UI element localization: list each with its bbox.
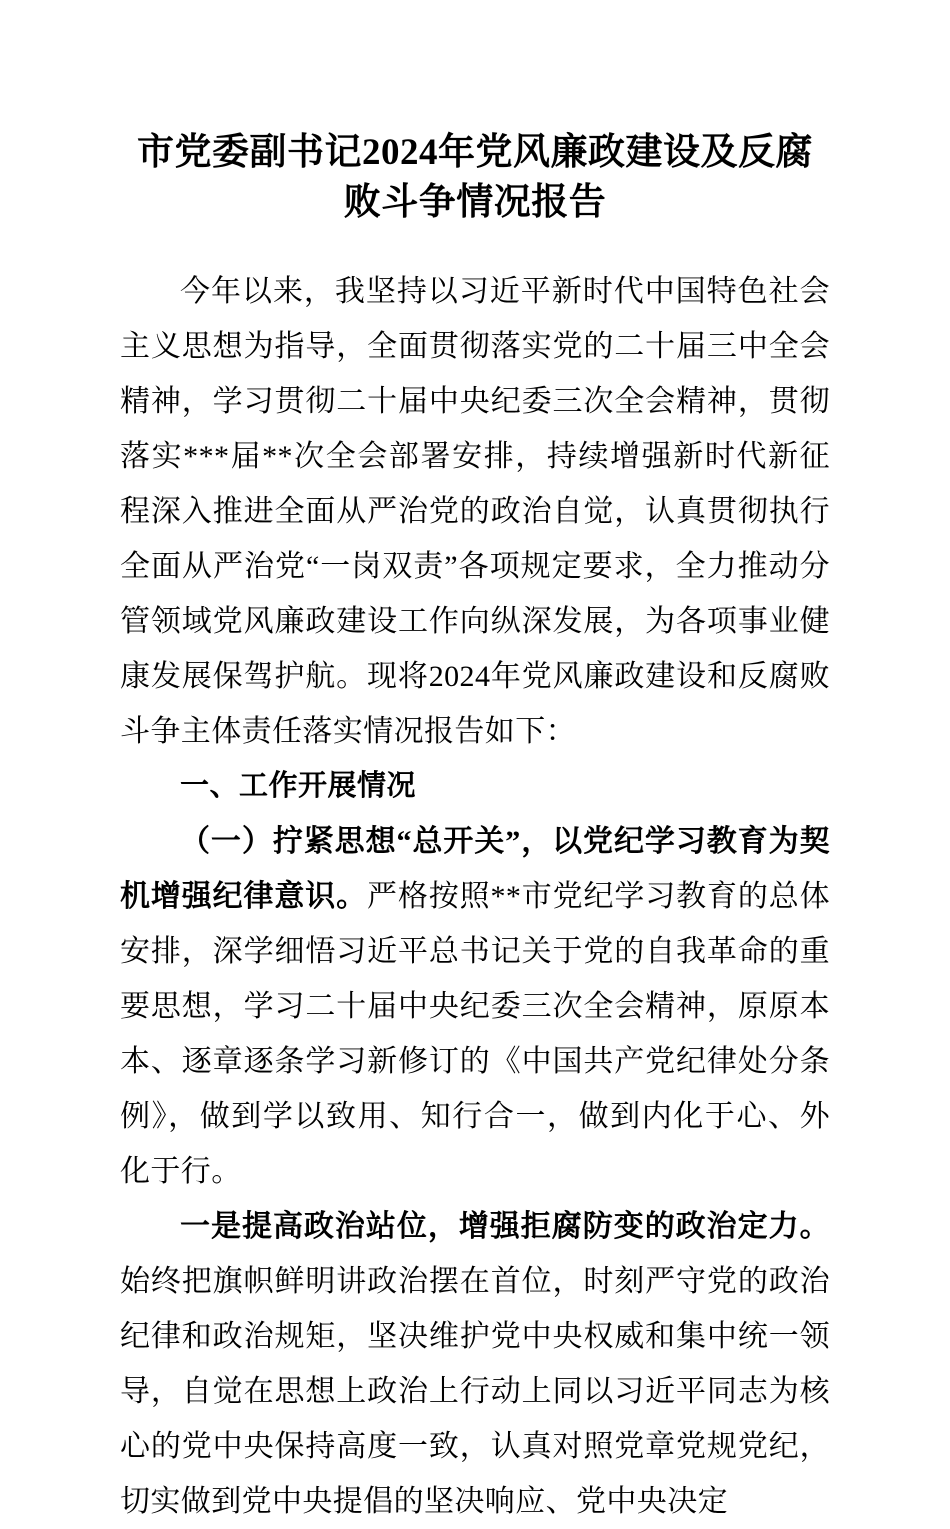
paragraph-subsection-1-1 [120, 814, 830, 1199]
document-body [120, 0, 830, 1529]
point-lead-1: 一是提高政治站位，增强拒腐防变的政治定力。 [180, 1210, 830, 1243]
paragraph-point-1 [120, 1199, 830, 1529]
subsection-text-1-1: 严格按照**市党纪学习教育的总体安排，深学细悟习近平总书记关于党的自我革命的重要思想，学习二十届中央纪委三次全会精神，原原本本、逐章逐条学习新修订的《中国共产党纪律处分条例》，做到学以致用、知行合一，做到内化于心、外化于行。 [120, 880, 830, 1188]
section-heading-1: 一、工作开展情况 [180, 770, 417, 802]
paragraph-opening: 今年以来，我坚持以习近平新时代中国特色社会主义思想为指导，全面贯彻落实党的二十届三中全会精神，学习贯彻二十届中央纪委三次全会精神，贯彻落实***届**次全会部署安排，持续增强新时代新征程深入推进全面从严治党的政治自觉，认真贯彻执行全面从严治党“一岗双责”各项规定要求，全力推动分管领域党风廉政建设工作向纵深发展，为各项事业健康发展保驾护航。现将2024年党风廉政建设和反腐败斗争主体责任落实情况报告如下： [120, 275, 830, 748]
page-title: 市党委副书记2024年党风廉政建设及反腐败斗争情况报告 [137, 132, 813, 223]
point-text-1: 始终把旗帜鲜明讲政治摆在首位，时刻严守党的政治纪律和政治规矩，坚决维护党中央权威和集中统一领导，自觉在思想上政治上行动上同以习近平同志为核心的党中央保持高度一致，认真对照党章党规党纪，切实做到党中央提倡的坚决响应、党中央决定 [120, 1265, 830, 1518]
subsection-lead-1-1: （一）拧紧思想“总开关”，以党纪学习教育为契机增强纪律意识。 [120, 825, 830, 913]
